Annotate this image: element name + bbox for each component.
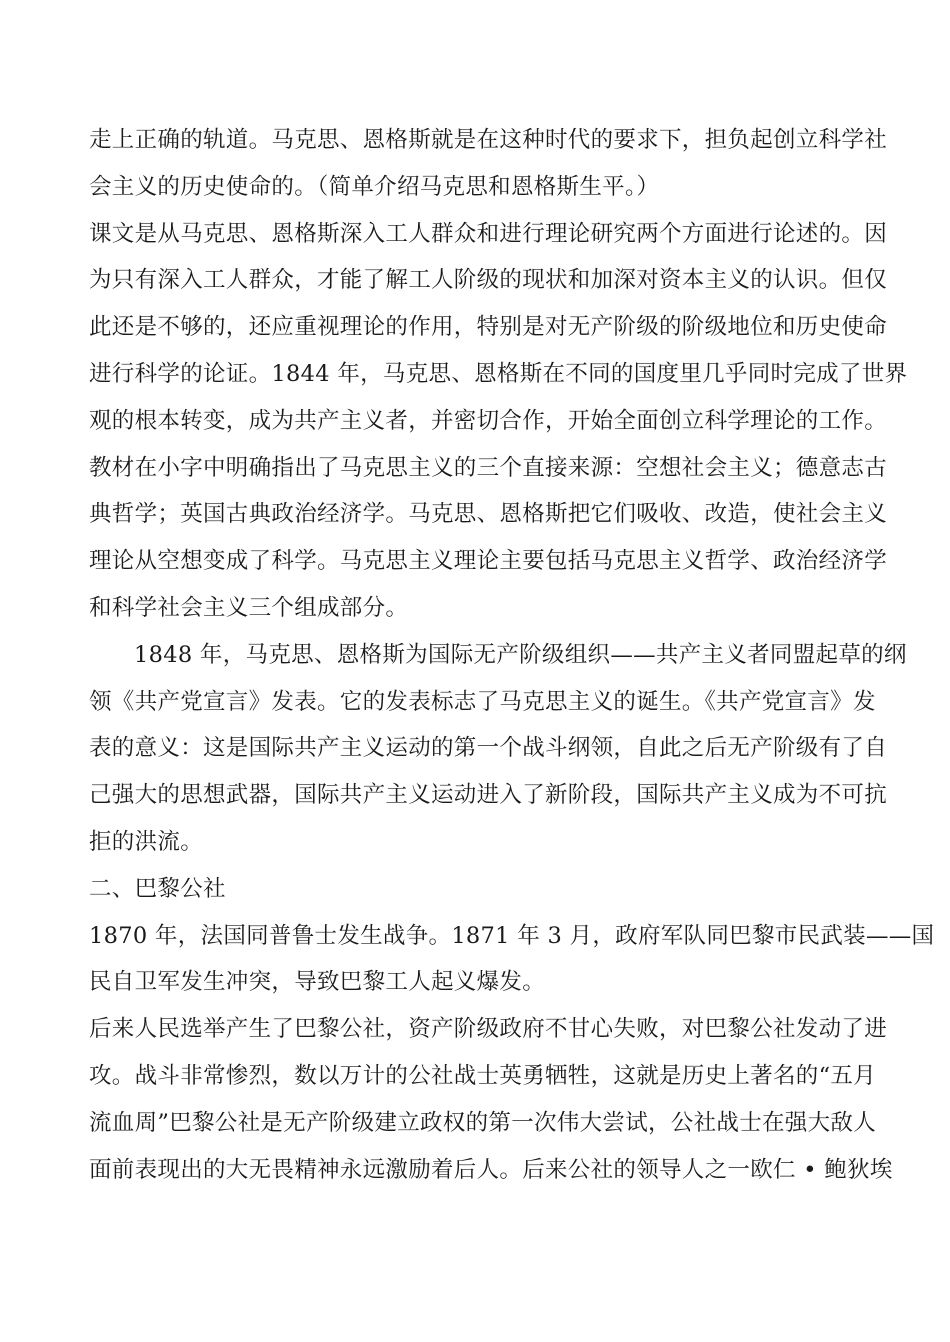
text-line: 面前表现出的大无畏精神永远激励着后人。后来公社的领导人之一欧仁 • 鲍狄埃 — [89, 1156, 893, 1183]
text-line: 攻。战斗非常惨烈，数以万计的公社战士英勇牺牲，这就是历史上著名的“五月 — [89, 1062, 877, 1089]
text-line: 此还是不够的，还应重视理论的作用，特别是对无产阶级的阶级地位和历史使命 — [89, 314, 888, 341]
text-line: 为只有深入工人群众，才能了解工人阶级的现状和加深对资本主义的认识。但仅 — [89, 267, 888, 294]
text-line: 会主义的历史使命的。（简单介绍马克思和恩格斯生平。） — [89, 173, 660, 200]
text-line: 和科学社会主义三个组成部分。 — [89, 594, 409, 621]
text-line: 表的意义：这是国际共产主义运动的第一个战斗纲领，自此之后无产阶级有了自 — [89, 735, 888, 762]
text-line: 课文是从马克思、恩格斯深入工人群众和进行理论研究两个方面进行论述的。因 — [89, 220, 888, 247]
text-line: 进行科学的论证。1844 年，马克思、恩格斯在不同的国度里几乎同时完成了世界 — [89, 360, 908, 387]
text-line: 领《共产党宣言》发表。它的发表标志了马克思主义的诞生。《共产党宣言》发 — [89, 688, 876, 715]
text-line: 理论从空想变成了科学。马克思主义理论主要包括马克思主义哲学、政治经济学 — [89, 548, 888, 575]
body-text — [89, 117, 935, 1193]
section-heading: 二、巴黎公社 — [89, 875, 226, 902]
text-line: 教材在小字中明确指出了马克思主义的三个直接来源：空想社会主义；德意志古 — [89, 454, 888, 481]
text-line: 1870 年，法国同普鲁士发生战争。1871 年 3 月，政府军队同巴黎市民武装——国 — [89, 922, 935, 949]
text-line: 1848 年，马克思、恩格斯为国际无产阶级组织——共产主义者同盟起草的纲 — [134, 641, 907, 668]
text-line: 观的根本转变，成为共产主义者，并密切合作，开始全面创立科学理论的工作。 — [89, 407, 888, 434]
text-line: 拒的洪流。 — [89, 828, 204, 855]
text-line: 后来人民选举产生了巴黎公社，资产阶级政府不甘心失败，对巴黎公社发动了进 — [89, 1016, 888, 1043]
text-line: 走上正确的轨道。马克思、恩格斯就是在这种时代的要求下，担负起创立科学社 — [89, 127, 888, 153]
text-line: 民自卫军发生冲突，导致巴黎工人起义爆发。 — [89, 969, 546, 996]
text-line: 流血周”巴黎公社是无产阶级建立政权的第一次伟大尝试，公社战士在强大敌人 — [89, 1109, 877, 1136]
text-line: 典哲学；英国古典政治经济学。马克思、恩格斯把它们吸收、改造，使社会主义 — [89, 501, 888, 528]
text-line: 己强大的思想武器，国际共产主义运动进入了新阶段，国际共产主义成为不可抗 — [89, 782, 888, 809]
